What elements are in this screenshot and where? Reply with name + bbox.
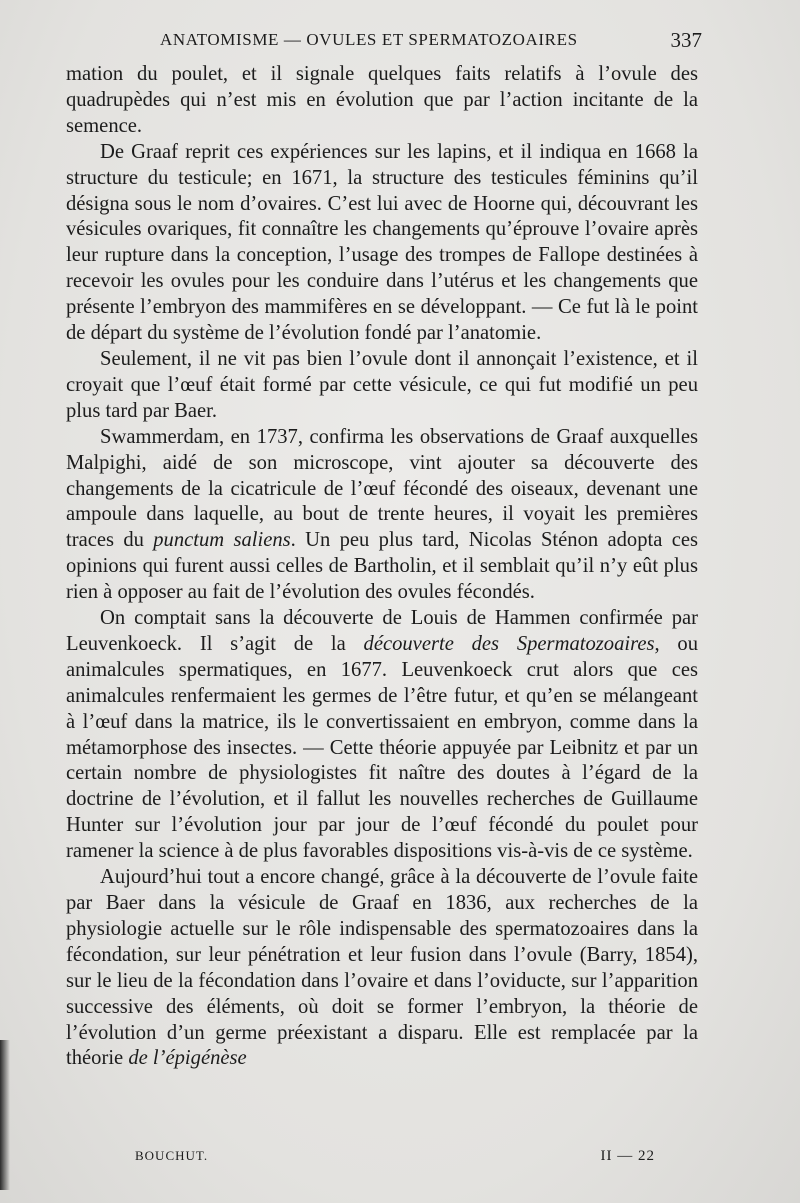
running-header bbox=[160, 28, 702, 56]
text-run: , ou animalcules spermatiques, en 1677. Leuvenkoeck crut alors que ces animalcules renfermaient les germes de l’être futur, et qu’en se mélangeant à l’œuf dans la matrice, ils le convertissaient en embryon, comme dans la métamorphose des insectes. — Cette théorie appuyée par Leibnitz et par un certain nombre de physiologistes fit naître des doutes à l’égard de la doctrine de l’évolution, et il fallut les nouvelles recherches de Guillaume Hunter sur l’évolution jour par jour de l’œuf fécondé du poulet pour ramener la science à de plus favorables dispositions vis-à-vis de ce système. bbox=[66, 632, 699, 863]
text-run: mation du poulet, et il signale quelques faits relatifs à l’ovule des quadrupèdes qui n’est mis en évolution que par l’action incitante de la semence. bbox=[66, 63, 698, 137]
page-footer bbox=[135, 1148, 655, 1170]
text-run: . Un peu plus tard, Nicolas Sténon adopta ces opinions qui furent aussi celles de Bartholin, et il semblait qu’il n’y eût plus rien à opposer au fait de l’évolution des ovules fécondés. bbox=[66, 529, 698, 604]
running-title: ANATOMISME — OVULES ET SPERMATOZOAIRES bbox=[160, 30, 578, 49]
paragraph bbox=[66, 62, 698, 140]
text-run: Swammerdam, en 1737, confirma les observations de Graaf auxquelles Malpighi, aidé de son microscope, vint ajouter sa découverte des changements de la cicatricule de l’œuf fécondé des oiseaux, devenant une ampoule dans laquelle, au bout de trente heures, il voyait les premières traces du bbox=[66, 425, 698, 552]
paragraph bbox=[66, 425, 698, 606]
paragraph bbox=[66, 140, 698, 347]
italic-term: de l’épigénèse bbox=[128, 1047, 247, 1070]
page-number: 337 bbox=[670, 28, 702, 52]
text-run: De Graaf reprit ces expériences sur les lapins, et il indiqua en 1668 la structure du testicule; en 1671, la structure des testicules féminins qu’il désigna sous le nom d’ovaires. C’est lui avec de Hoorne qui, découvrant les vésicules ovariques, fit connaître les changements qu’éprouve l’ovaire après leur rupture dans la conception, l’usage des trompes de Fallope destinées à recevoir les ovules pour les conduire dans l’utérus et les changements que présente l’embryon des mammifères en se développant. — Ce fut là le point de départ du système de l’évolution fondé par l’anatomie. bbox=[66, 140, 698, 345]
text-run: On comptait sans la découverte de Louis de Hammen confirmée par Leuvenkoeck. Il s’agit de la bbox=[66, 607, 698, 655]
body-text bbox=[66, 62, 698, 1072]
text-run: Seulement, il ne vit pas bien l’ovule dont il annonçait l’existence, et il croyait que l’œuf était formé par cette vésicule, ce qui fut modifié un peu plus tard par Baer. bbox=[66, 347, 698, 422]
text-run: Aujourd’hui tout a encore changé, grâce à la découverte de l’ovule faite par Baer dans la vésicule de Graaf en 1836, aux recherches de la physiologie actuelle sur le rôle indispensable des spermatozoaires dans la fécondation, sur leur pénétration et leur fusion dans l’ovule (Barry, 1854), sur le lieu de la fécondation dans l’ovaire et dans l’oviducte, sur l’apparition successive des éléments, où doit se former l’embryon, la théorie de l’évolution d’un germe préexistant a disparu. Elle est remplacée par la théorie bbox=[66, 866, 698, 1070]
paragraph bbox=[66, 347, 698, 425]
sheet-mark: II — 22 bbox=[600, 1148, 655, 1164]
binding-shadow bbox=[0, 1040, 10, 1190]
italic-term: découverte des Spermatozoaires bbox=[363, 632, 655, 655]
printer-signature: BOUCHUT. bbox=[135, 1148, 209, 1163]
paragraph bbox=[66, 606, 698, 865]
italic-term: punctum saliens bbox=[153, 529, 291, 552]
paragraph bbox=[66, 865, 698, 1072]
